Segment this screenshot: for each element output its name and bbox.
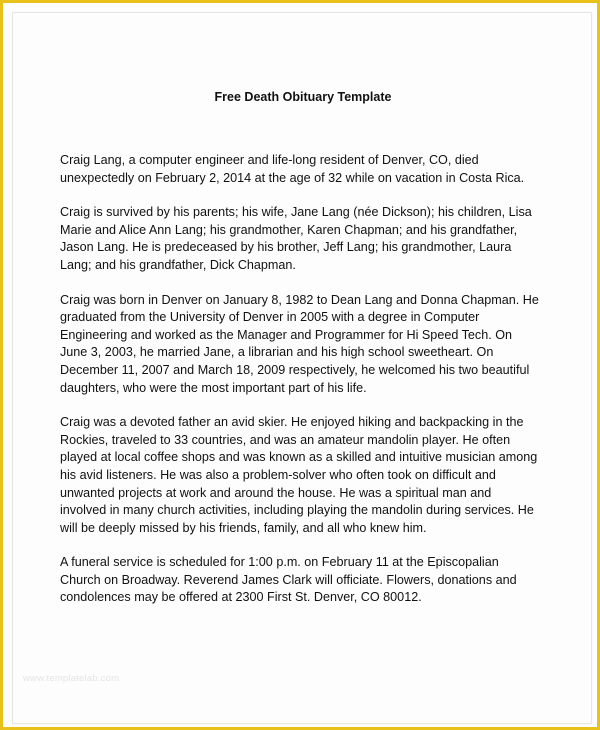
paragraph-intro: Craig Lang, a computer engineer and life-long resident of Denver, CO, died unexpectedly on February 2, 2014 at the age of 32 while on vacation in Costa Rica. xyxy=(60,153,525,185)
paragraph-interests: Craig was a devoted father an avid skier. He enjoyed hiking and backpacking in the Rockies, traveled to 33 countries, and was an amateur mandolin player. He often played at local coffee shops and was known as a skilled and intuitive musician among his avid listeners. He was also a problem-solver who often took on difficult and unwanted projects at work and around the house. He was a spiritual man and involved in many church activities, including playing the mandolin during services. He will be deeply missed by his friends, family, and all who knew him. xyxy=(60,415,538,535)
document-title: Free Death Obituary Template xyxy=(214,90,392,104)
paragraph-survivors: Craig is survived by his parents; his wife, Jane Lang (née Dickson); his children, Lisa Marie and Alice Ann Lang; his grandmother, Karen Chapman; and his grandfather, Jason Lang. He is predeceased by his brother, Jeff Lang; his grandmother, Laura Lang; and his grandfather, Dick Chapman. xyxy=(60,205,532,272)
document-page xyxy=(12,12,592,724)
paragraph-biography: Craig was born in Denver on January 8, 1982 to Dean Lang and Donna Chapman. He graduated from the University of Denver in 2005 with a degree in Computer Engineering and worked as the Manager and Programmer for Hi Speed Tech. On June 3, 2003, he married Jane, a librarian and his high school sweetheart. On December 11, 2007 and March 18, 2009 respectively, he welcomed his two beautiful daughters, who were the most important part of his life. xyxy=(60,292,539,395)
paragraph-funeral-service: A funeral service is scheduled for 1:00 p.m. on February 11 at the Episcopalian Church on Broadway. Reverend James Clark will officiate. Flowers, donations and condolences may be offered at 2300 First St. Denver, CO 80012. xyxy=(60,555,517,605)
watermark-text: www.templatelab.com xyxy=(23,673,120,684)
document-body xyxy=(60,152,540,624)
